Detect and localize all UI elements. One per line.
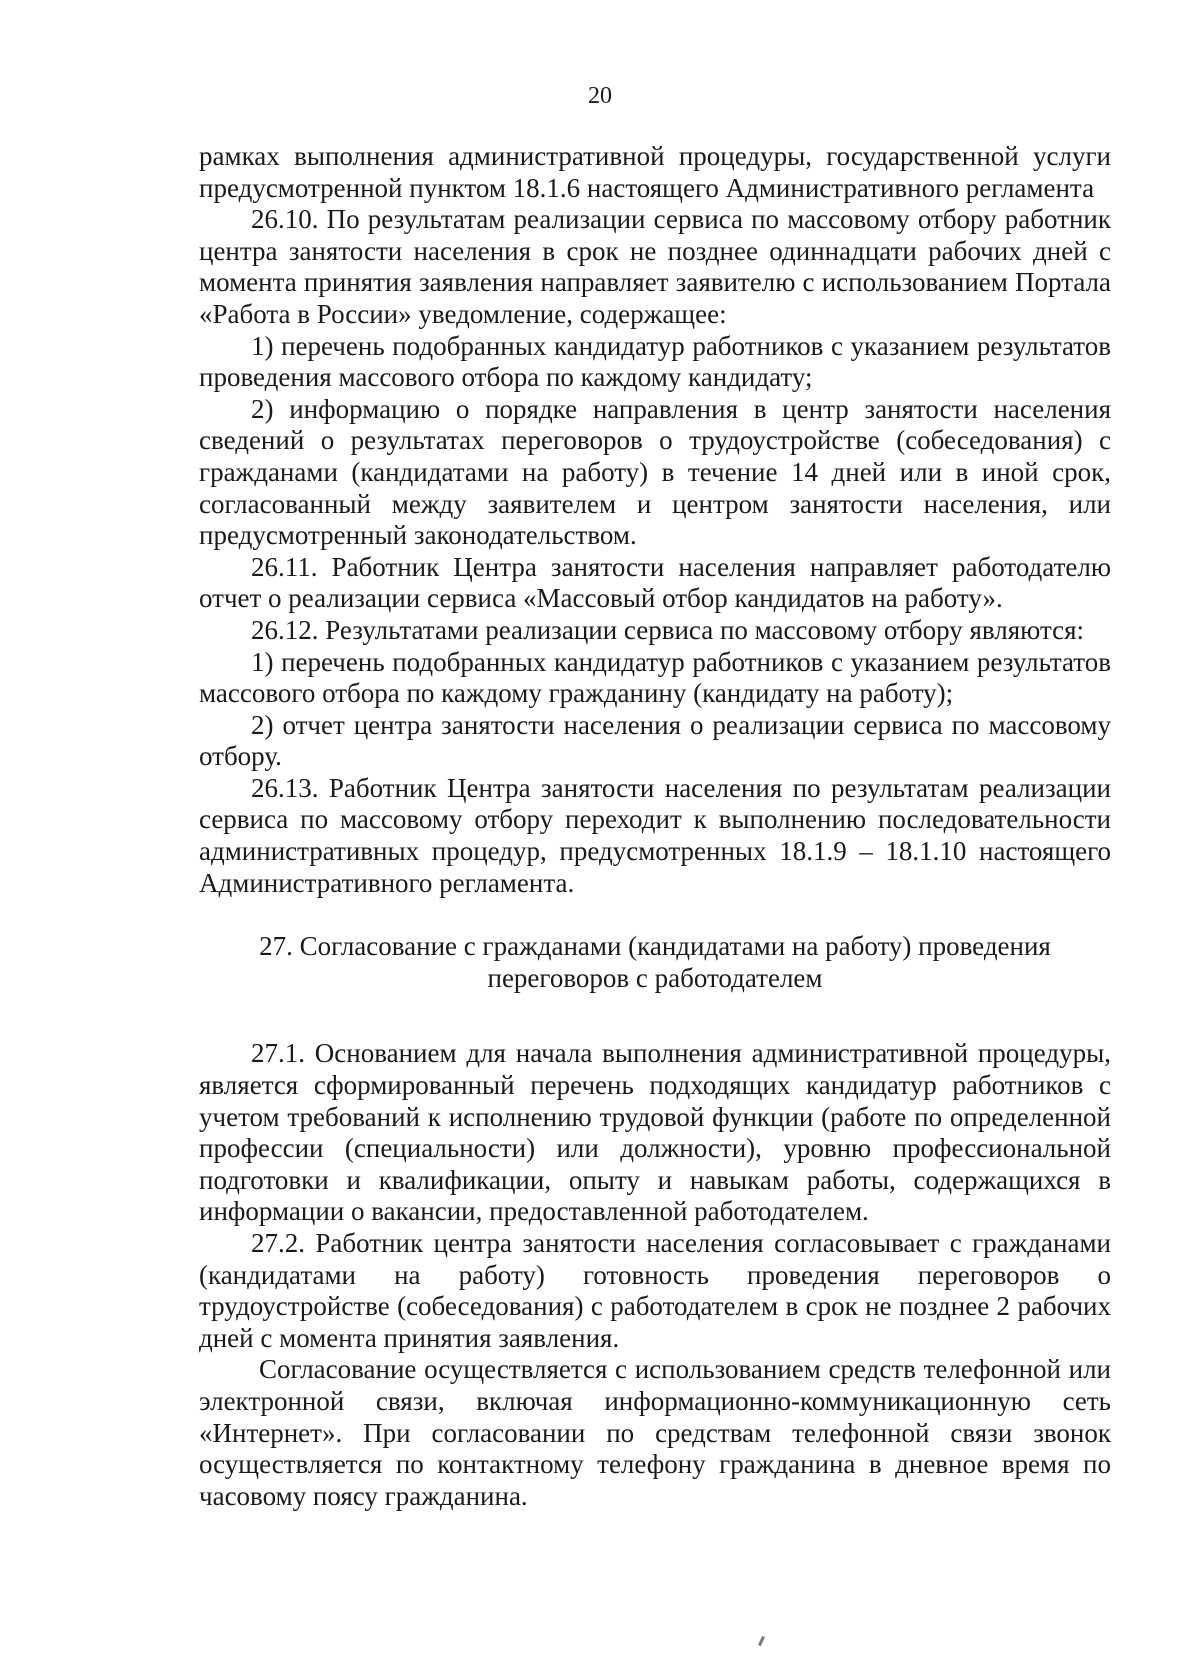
paragraph-27-2: 27.2. Работник центра занятости населения согласовывает с гражданами (кандидатами на работу) готовность проведения переговоров о трудоустройстве (собеседования) с работодателем в срок не позднее 2 рабочих дней с момента принятия заявления. bbox=[199, 1228, 1111, 1353]
scan-mark bbox=[758, 1636, 765, 1646]
list-item-1: 1) перечень подобранных кандидатур работников с указанием результатов проведения массового отбора по каждому кандидату; bbox=[199, 330, 1111, 393]
paragraph-26-12: 26.12. Результатами реализации сервиса по массовому отбору являются: bbox=[251, 614, 1085, 645]
page-number: 20 bbox=[588, 83, 612, 109]
document-body bbox=[199, 141, 1111, 1512]
paragraph-27-1: 27.1. Основанием для начала выполнения административной процедуры, является сформированный перечень подходящих кандидатур работников с учетом требований к исполнению трудовой функции (работе по определенной профессии (специальности) или должности), уровню профессиональной подготовки и квалификации, опыту и навыкам работы, содержащихся в информации о вакансии, предоставленной работодателем. bbox=[199, 1038, 1111, 1227]
section-heading: 27. Согласование с гражданами (кандидатами на работу) проведения переговоров с работодателем bbox=[259, 931, 1051, 993]
list-item-2: 2) информацию о порядке направления в центр занятости населения сведений о результатах переговоров о трудоустройстве (собеседования) с гражданами (кандидатами на работу) в течение 14 дней или в иной срок, согласованный между заявителем и центром занятости населения, или предусмотренный законодательством. bbox=[199, 393, 1111, 551]
paragraph-26-13: 26.13. Работник Центра занятости населения по результатам реализации сервиса по массовому отбору переходит к выполнению последовательности административных процедур, предусмотренных 18.1.9 – 18.1.10 настоящего Административного регламента. bbox=[199, 772, 1111, 898]
paragraph-26-10: 26.10. По результатам реализации сервиса по массовому отбору работник центра занятости населения в срок не позднее одиннадцати рабочих дней с момента принятия заявления направляет заявителю с использованием Портала «Работа в России» уведомление, содержащее: bbox=[199, 204, 1111, 329]
list-item-1: 1) перечень подобранных кандидатур работников с указанием результатов массового отбора по каждому гражданину (кандидату на работу); bbox=[199, 646, 1111, 709]
paragraph-continuation: рамках выполнения административной процедуры, государственной услуги предусмотренной пунктом 18.1.6 настоящего Административного регламента bbox=[199, 141, 1111, 203]
list-item-2: 2) отчет центра занятости населения о реализации сервиса по массовому отбору. bbox=[199, 709, 1111, 772]
paragraph-26-11: 26.11. Работник Центра занятости населения направляет работодателю отчет о реализации сервиса «Массовый отбор кандидатов на работу». bbox=[199, 551, 1111, 614]
paragraph-agreement: Согласование осуществляется с использованием средств телефонной или электронной связи, включая информационно-коммуникационную сеть «Интернет». При согласовании по средствам телефонной связи звонок осуществляется по контактному телефону гражданина в дневное время по часовому поясу гражданина. bbox=[199, 1354, 1111, 1511]
